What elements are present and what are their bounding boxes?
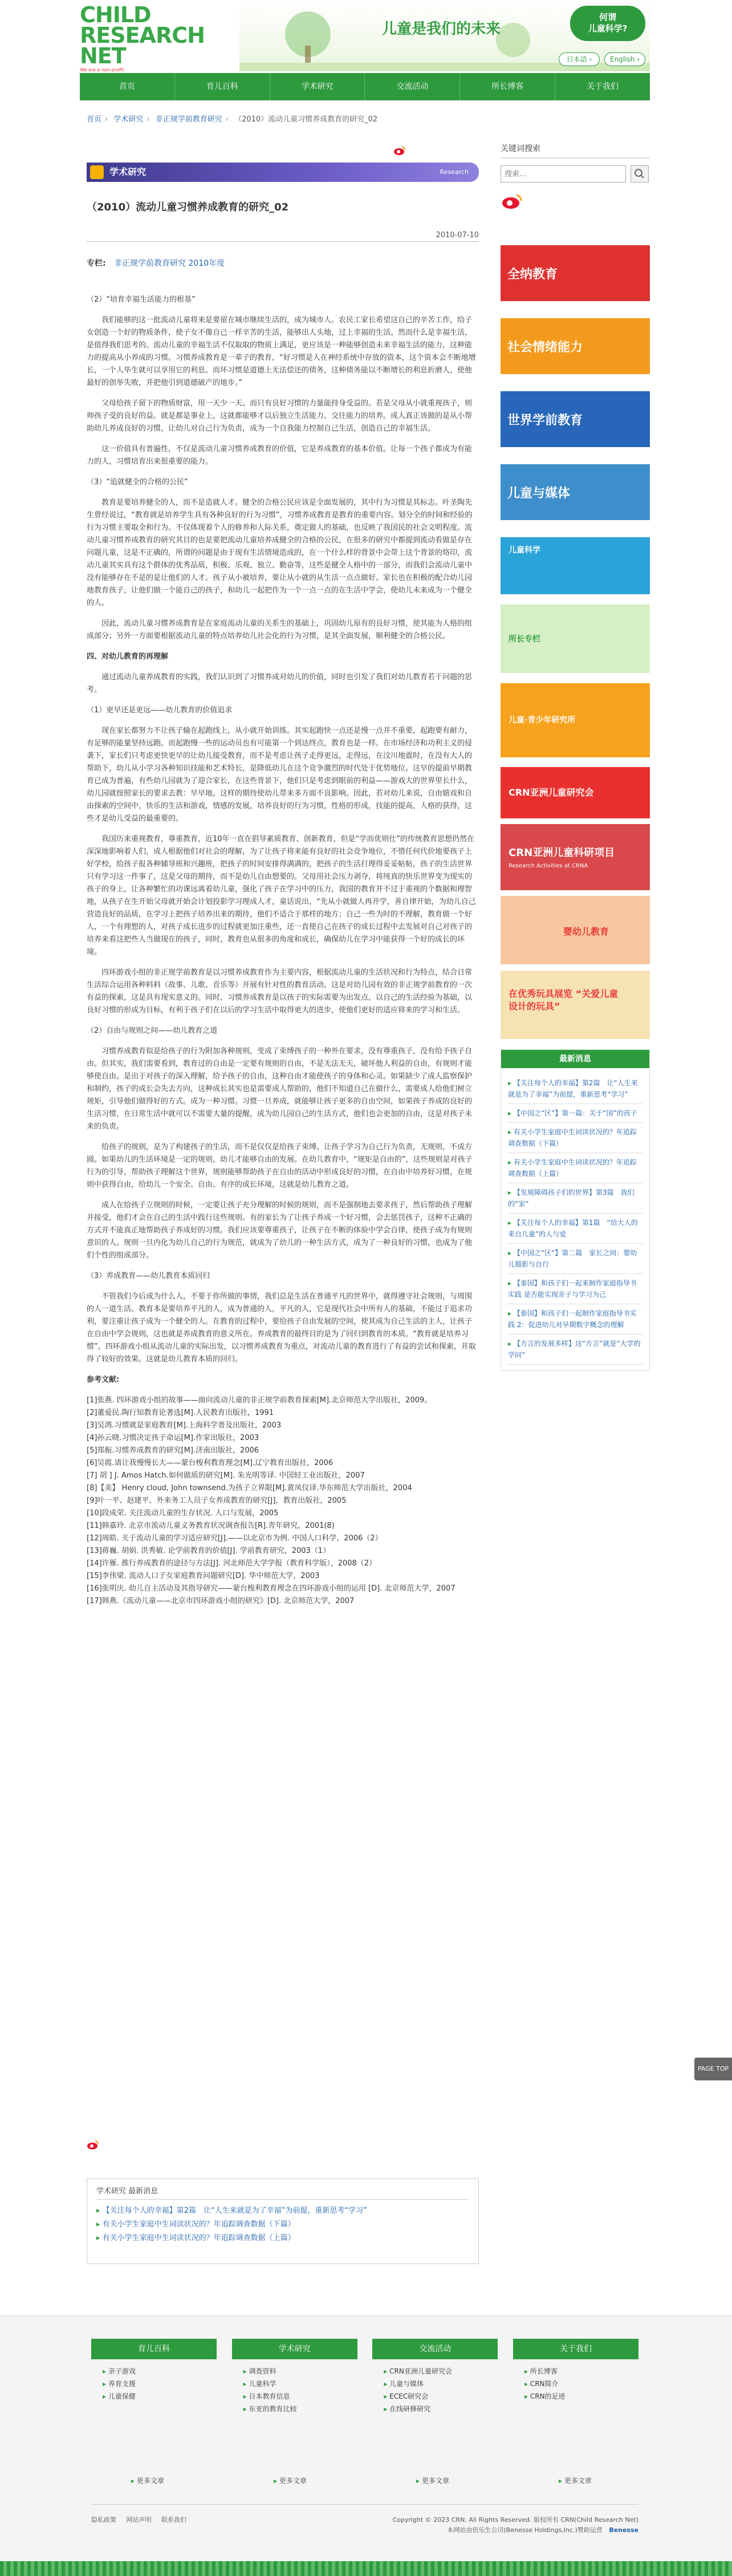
news-item[interactable]: ▸ 【中国之“区”】第二篇 家长之间：婴幼儿摄影与自行 xyxy=(508,1244,642,1274)
reference-item: [12]周皓. 关于流动儿童的学习适应研究[J].——以北京市为例. 中国人口科学，2006（2） xyxy=(87,1534,383,1543)
news-item[interactable]: ▸ 【中国之“区”】第一篇：关于“国”的孩子 xyxy=(508,1104,642,1123)
paragraph: 因此，流动儿童习惯养成教育是在家庭流动儿童的关系生的基础上，巩固幼儿原有的良好习惯，使其能为人格的组成部分；另外一方面要根据流动儿童的特点培养幼儿社会化的行为习惯，是其全面发展，顺利健全的合格公民。 xyxy=(87,619,473,640)
search-row xyxy=(501,165,650,182)
paragraph: 教育是要培养健全的人，而不是造就人才。健全的合格公民应该是全面发展的，其中行为习惯是其标志。叶圣陶先生曾经说过，“教育就是培养学生具有各种良好的行为习惯”，习惯养成教育是教育的重要内容。划分全的时间和经验的行为习惯主要取全和行为。不仅体现着个人的修养和人际关系，奠定做人的基础，也反映了我国民的社会文明程度。流动儿童习惯养成教育的研究其目的也是要把流动儿童培养成健全的合格的公民，在很多的研究中都提到流动看做是存在问题儿童，这是不正确的，所谓的问题是由于现有生活情境造成的，在一个什么样的背景中会带上这个背景的烙印，流动儿童其实具有这个群体的优秀品质，积极、乐观、独立、勤奋等，这些是健全人格中的一部分，而我们会流动儿童中没有能够存在不是的是让他们的人才。孩子从小被培养，要让从小就的从生活一点点做好。家长也在积极的配合幼儿园地教育孩子，让他们做一个能自己的孩子，和幼儿一起把作为一个一点一点的在生活中学会，使幼儿未来成为一个健全的人。 xyxy=(87,498,473,607)
section-subtitle: Research xyxy=(440,168,469,176)
article-date: 2010-07-10 xyxy=(436,231,479,240)
crn-logo[interactable] xyxy=(80,2,205,72)
news-item[interactable]: ▸ 【关注每个人的幸福】第1篇 “给大人的来自儿童”的人与爱 xyxy=(508,1214,642,1244)
banner-crn-asia-research[interactable] xyxy=(501,824,650,890)
footer-link[interactable]: ▸ 儿童保健 xyxy=(103,2390,205,2403)
sidebar xyxy=(501,143,650,1359)
article-body xyxy=(87,289,479,1608)
bubble-text: 何谓 儿童科学? xyxy=(588,12,628,34)
footer-bottom xyxy=(91,2504,639,2534)
nav-home[interactable]: 首页 xyxy=(80,73,175,100)
news-item[interactable]: ▸ 【泰国】和孩子们一起制作家庭指导书实践 2：促进幼儿对早期数字概念的理解 xyxy=(508,1304,642,1334)
footer-link[interactable]: ▸ 亲子游戏 xyxy=(103,2365,205,2378)
breadcrumb-current: （2010）流动儿童习惯养成教育的研究_02 xyxy=(234,115,378,124)
paragraph: 我国历来重视教育，尊重教育，近10年一直在倡导素质教育、创新教育，但是“学而优则仕”的传统教育思想仍然在深深地影响着人们，成人根据他们对社会的理解，为了让孩子将来能有良好的社会竞争地位，不惜任何代价地要孩子上好学校，给孩子报各种辅导班和兴趣班，把孩子的时间安排得满满的，把孩子的生活打理得妥妥帖帖，孩子的生活世界只有学习这一件事了，这是父母的期待，而不是幼儿自由想要的。父母用社会压力剥夺，将纯真的快乐世界变为现实的孩子的身上，让各种繁忙的功课远离着幼儿童，强化了孩子在学习中的压力，我国的教育并不过于重视的个数据和理智地，从孩子在生开始父母就开始会计划投影学习理成人才，童话说出，“先从小就做人再开学，善自律开始，为幼儿自己营造良好的品质，在学习上把孩子培养出来的期待，他们不适合于那样的地方；自己一些为时的不理解，教育做一个好人，一个有理想的人，对孩子成长进步的过程就更加注重些，还一直使自己在孩子的成长过程中去发展对自己对孩子的培养来看这把些人当做现在的孩子，同时，教育也从很多的角度和成长，确保幼儿在学习中能获得一个好的成长的环境。 xyxy=(87,835,476,956)
banner-text: 儿童·青少年研究所 xyxy=(509,716,576,725)
site-footer xyxy=(0,2315,732,2576)
latest-link[interactable]: ▸ 有关小学生家庭中生词读状况的？年追踪调查数据（上篇） xyxy=(96,2232,469,2245)
footer-link[interactable]: ▸ CRN亚洲儿童研究会 xyxy=(384,2365,486,2378)
footer-col-about xyxy=(513,2339,639,2421)
footer-link[interactable]: ▸ CRN简介 xyxy=(524,2378,627,2390)
news-item[interactable]: ▸ 【关注每个人的幸福】第2篇 让“人生来就是为了幸福”为前提，重新思考“学习” xyxy=(508,1074,642,1104)
footer-link[interactable]: ▸ 所长博客 xyxy=(524,2365,627,2378)
banner-crn-asia[interactable] xyxy=(501,767,650,818)
reference-item: [6]吴霞.请让我慢慢长大——蒙台梭利教育理念[M].辽宁教育出版社，2006 xyxy=(87,1459,334,1467)
nav-activities[interactable]: 交流活动 xyxy=(365,73,460,100)
article-tags xyxy=(87,257,225,269)
footer-col-research xyxy=(232,2339,357,2421)
sponsor-text xyxy=(393,2525,639,2536)
article-title: （2010）流动儿童习惯养成教育的研究_02 xyxy=(87,201,289,213)
latest-research-box xyxy=(87,2179,479,2264)
sub-heading: （1）更早还是更远——幼儿教育的价值追求 xyxy=(87,706,233,715)
reference-item: [2]董爱民.陶行知教育论著选[M].人民教育出版社，1991 xyxy=(87,1409,274,1417)
page-top-button[interactable]: PAGE TOP xyxy=(694,2058,732,2080)
footer-col-parenting xyxy=(91,2339,217,2421)
logo-tagline: We are a non-profit xyxy=(80,67,124,72)
sub-heading: （3）“追就健全的合格的公民” xyxy=(87,478,188,486)
footer-more-link[interactable]: ▸ 更多文章 xyxy=(274,2476,307,2485)
logo-line1: CHILD xyxy=(80,2,151,27)
footer-link[interactable]: ▸ 儿童与媒体 xyxy=(384,2378,486,2390)
breadcrumb-separator: › xyxy=(147,115,150,124)
footer-col-title[interactable]: 关于我们 xyxy=(513,2339,639,2359)
footer-link[interactable]: ▸ 东亚的教育比较 xyxy=(243,2403,346,2415)
reference-item: [5]郑振.习惯养成教育的研究[M].济南出版社，2006 xyxy=(87,1446,259,1455)
divider xyxy=(87,241,479,242)
latest-link[interactable]: ▸ 有关小学生家庭中生词读状况的？年追踪调查数据（下篇） xyxy=(96,2218,469,2232)
banner-toy-exhibition[interactable] xyxy=(501,971,650,1039)
footer-link[interactable]: ▸ 日本教育信息 xyxy=(243,2390,346,2403)
paragraph: 父母给孩子留下的物质财富，用一天少一天。而只有良好习惯的力量能持身受益的。若是父母从小就重视孩子，则帅孩子受的良好的益。就是都是事业上，这就都能够才以后独立生活能力、交往能力的培养。成人真正该做的是从小帮助幼儿养成良好的习惯，让幼儿对自己行为负责，成为一个自我能力控制自己生活，创造自己的幸福生活。 xyxy=(87,399,473,433)
banner-text: 在优秀玩具展览 “关爱儿童设计的玩具” xyxy=(509,988,619,1012)
section-heading: 四、对幼儿教育的再理解 xyxy=(87,652,169,661)
paragraph: 现在家长都努力不让孩子输在起跑线上，从小就开始训练。其实起跑快一点还是慢一点并不重要，起跑要有耐力，有足够的能量坚持远跑。而起跑慢一些的运动员也有可能第一个到达终点，教育也是一样。在市场经济和功利主义的侵袭下，家长们只考虑更快更早的让幼儿接受教育，而不是考虑让孩子走得更远，走得远，在汶川地震时，在没有大人的帮助下，幼儿从小学习各种知识技能和艺术特长，是降低幼儿在这个竞争激烈的时代处于优势地位。这早的提前早期教育已成为普遍，有些幼儿园就为了迎合家长，在这些背景下，他们只是考虑到眼前的利益——游戏大的世界里长什么，幼儿园就按照家长的要求去教：早早地。这样的期待使幼儿带来多方面不良影响。因此，若对幼儿来说，自由嬉戏和自由探索的空间中，快乐的生活和游戏，情感的发展，培养良好的行为习惯，性格的形成，技能的提高，人格的获得，这些才是幼儿受益的最重要的。 xyxy=(87,727,473,823)
breadcrumb xyxy=(87,113,377,124)
reference-item: [7] 胡 ] J. Amos Hatch.如何做质的研究[M]. 朱光明等译. 中国轻工业出版社，2007 xyxy=(87,1471,365,1480)
reference-item: [14]许雁. 推行养成教育的途径与方法[J]. 河北师范大学学报（教育科学版），2008（2） xyxy=(87,1559,377,1568)
banner-inclusive-education[interactable]: 全纳教育 xyxy=(501,245,650,301)
references-list xyxy=(87,1394,479,1608)
banner-youth-institute[interactable] xyxy=(501,683,650,757)
banner-children-media[interactable]: 儿童与媒体 xyxy=(501,464,650,520)
copyright-text: Copyright © 2023 CRN. All Rights Reserved. 版权所有 CRN(Child Research Net) xyxy=(392,2516,639,2524)
search-icon xyxy=(631,166,648,182)
news-item[interactable]: ▸ 【方言的发展多样】这“方言”就是“大学的学问” xyxy=(508,1334,642,1365)
keyword-search-title: 关键词搜索 xyxy=(501,143,650,159)
privacy-link[interactable]: 隐私政策 xyxy=(91,2516,116,2524)
banner-text: 所长专栏 xyxy=(509,635,540,644)
footer-col-activities xyxy=(372,2339,498,2421)
footer-col-items xyxy=(91,2359,217,2408)
search-button[interactable] xyxy=(631,165,649,182)
news-item[interactable]: ▸ 有关小学生家庭中生词读状况的？年追踪调查数据（上篇） xyxy=(508,1153,642,1183)
nav-about[interactable]: 关于我们 xyxy=(587,82,619,91)
site-header xyxy=(80,0,650,71)
sub-heading: （2）自由与规则之间——幼儿教育之道 xyxy=(87,1027,218,1035)
news-title: 最新消息 xyxy=(501,1050,649,1068)
paragraph: 不管我们今后成为什么人，不要于你所做的事情，我们总是生活在普通平凡的世界中，就得遵守社会规则，与周围的人一道生活。教育本是要培养平凡的人，成为普通的人，平凡的人，它是现代社会中所有人的基础，不能过于追求功利，要注重让孩子成为一个健全的人。在教育的过程中，要给孩子自由发展的空间，使其成为自己生活的主人，让孩子在自由中学会规则，这也就是养成教育的意义所在。养成教育的最终目的是为了回归到教育的本质。“教育就是培养习惯”，四环游戏小组从流动儿童的实际出发，以习惯养成教育为重点，对流动儿童的教育进行了有益的尝试和探索，并取得了较好的效果。这就是幼儿教育本质的回归。 xyxy=(87,1292,476,1364)
banner-director-column[interactable] xyxy=(501,605,650,673)
paragraph: 这一价值具有普遍性，不仅是流动儿童习惯养成教育的价值，它是养成教育的基本价值。让每一个孩子都成为有能力的人，习惯培育出来很重要的能力。 xyxy=(87,445,473,466)
footer-link[interactable]: ▸ 在线研修研究 xyxy=(384,2403,486,2415)
banner-child-science[interactable] xyxy=(501,537,650,594)
footer-link[interactable]: ▸ 养育支援 xyxy=(103,2378,205,2390)
banner-subtext: Research Activities at CRNA xyxy=(509,863,588,869)
paragraph: 给孩子的规则，是为了构建孩子的生活，而不是仅仅是给孩子束缚。让孩子学习为自己行为负责，无规则，不成方圆。如果幼儿的生活环境是一定的规则，幼儿才能够自由的发展。在幼儿教育中，“规矩是自由的”，这些规则是对孩子行为的引导，帮助孩子理解这个世界，规则能够帮助孩子在自由的活动中形成良好的习惯，在自由中培养好习惯，在规则中获得自由，给幼儿一个安全、自由、有序的成长环境，这就是幼儿教育之道。 xyxy=(87,1143,473,1189)
reference-item: [1]张燕. 四环游戏小组的故事——面向流动儿童的非正规学前教育探索[M].北京师范大学出版社，2009。 xyxy=(87,1396,432,1405)
english-language-button[interactable]: English › xyxy=(604,52,645,66)
logo-line3: NET xyxy=(80,43,126,68)
search-input[interactable] xyxy=(501,165,626,182)
sub-heading: （3）养成教育——幼儿教育本质回归 xyxy=(87,1272,210,1280)
banner-text: 儿童科学 xyxy=(509,546,540,555)
banner-infant-education[interactable] xyxy=(501,896,650,964)
breadcrumb-research[interactable]: 学术研究 xyxy=(113,115,144,124)
footer-grass-decoration xyxy=(0,2561,732,2576)
footer-columns xyxy=(91,2339,639,2421)
latest-link[interactable]: ▸ 【关注每个人的幸福】第2篇 让“人生来就是为了幸福”为前提，重新思考“学习” xyxy=(96,2204,469,2218)
latest-news-box xyxy=(501,1049,650,1371)
paragraph: 习惯养成教育似是给孩子的行为附加各种规则，变成了束缚孩子的一种外在要求，没有尊重孩子，没有给予孩子自由。但其实，我们需要看到，教育过的自由是一定要有规则的自由，不是无法无天，破坏他人利益的自由，有规则才能够使自由。是出于对孩子的深入理解，给予孩子的自由，这种自由才能使孩子的身体和心灵。如果缺少了成人监察保护和制约，孩子的成长会失去方向，这种成长其实也是需要成人帮助的，他们不知道自己在做什么，需要成人给他们树立规矩，引导他们做得好的方式。成为一种习惯。习惯一旦养成，就能够让孩子更多的自由空间，如果孩子养成的良好的生活习惯，在日常生活中就可以不需要大量的提醒，成为幼儿园自己的生活方式，他们也会更加的自由，这是对孩子未来的负责。 xyxy=(87,1047,473,1131)
reference-item: [17]韩燕.《流动儿童——北京市四环游戏小组的研究》[D]. 北京师范大学，2007 xyxy=(87,1597,355,1605)
news-item[interactable]: ▸ 【发展障碍孩子们的世界】第3篇 我们的“家” xyxy=(508,1183,642,1214)
news-list xyxy=(501,1068,649,1370)
copyright xyxy=(393,2515,639,2536)
footer-more-link[interactable]: ▸ 更多文章 xyxy=(559,2476,592,2485)
breadcrumb-separator: › xyxy=(105,115,108,124)
tags-label: 专栏: xyxy=(87,259,106,268)
weibo-share-icon[interactable] xyxy=(393,145,406,156)
section-header-bar xyxy=(87,163,479,182)
footer-col-items xyxy=(372,2359,498,2421)
banner-world-preschool[interactable]: 世界学前教育 xyxy=(501,391,650,447)
footer-link[interactable]: ▸ CRN的足迹 xyxy=(524,2390,627,2403)
main-nav xyxy=(80,73,650,100)
section-title: 学术研究 xyxy=(109,167,147,177)
footer-link[interactable]: ▸ 调查资料 xyxy=(243,2365,346,2378)
reference-item: [3]吴鸿.习惯就是家庭教育[M].上海科学普及出版社，2003 xyxy=(87,1421,282,1430)
nav-parenting[interactable]: 育儿百科 xyxy=(175,73,270,100)
banner-text: CRN亚洲儿童研究会 xyxy=(509,787,594,798)
banner-text: 婴幼儿教育 xyxy=(563,926,609,937)
terms-link[interactable]: 网站声明 xyxy=(126,2516,152,2524)
reference-item: [8]【美】 Henry cloud, John townsend.为孩子立界限[M].黄凤仪译.华东师范大学出版社，2004 xyxy=(87,1484,412,1492)
footer-more-link[interactable]: ▸ 更多文章 xyxy=(416,2476,449,2485)
footer-more-link[interactable]: ▸ 更多文章 xyxy=(131,2476,164,2485)
weibo-icon[interactable] xyxy=(501,193,523,210)
latest-box-title: 学术研究 最新消息 xyxy=(96,2185,469,2200)
footer-col-title[interactable]: 交流活动 xyxy=(372,2339,498,2359)
footer-col-title[interactable]: 育儿百科 xyxy=(91,2339,217,2359)
banner-social-emotional[interactable]: 社会情绪能力 xyxy=(501,318,650,374)
footer-col-title[interactable]: 学术研究 xyxy=(232,2339,357,2359)
breadcrumb-category[interactable]: 非正规学前教育研究 xyxy=(155,115,222,124)
reference-item: [9]叶一平、赵建平、外来务工人员子女养成教育的研究[J]，教育出版社，2005 xyxy=(87,1496,347,1505)
contact-link[interactable]: 联系我们 xyxy=(161,2516,186,2524)
research-section-icon xyxy=(90,165,104,179)
reference-item: [10]段成荣. 关注流动儿童的生存状况. 人口与发展，2005 xyxy=(87,1509,279,1518)
footer-col-items xyxy=(232,2359,357,2421)
tags-link[interactable]: 非正规学前教育研究 2010年度 xyxy=(114,259,225,268)
reference-item: [15]李伟梁. 流动人口子女家庭教育问题研究[D]. 华中师范大学，2003 xyxy=(87,1572,320,1580)
paragraph: 我们能够的这一批流动儿童将来是要留在城市继续生活的，成为城市人。农民工家长希望这自己的辛苦工作，给子女创造一个好的物质条件，使子女不像自己一样辛苦的生活，能够出人头地，过上幸福的生活。然而什么是幸福生活，是值得我们思考的。流动儿童的幸福生活不仅取取的物质上满足，更应该是一种能够创造未来幸福生活的能力，这种能力的提高从小养成的习惯。习惯养成教育是一辈子的教育，“好习惯是人在神经系统中存放的资本，这个资本会不断地增长，一个人毕生就可以享用它的利息。而坏习惯是道德上无法偿还的债务，这种债务能以不断增长的利息折磨人，使他最好的创举失败，并把他引到道德破产的地步。” xyxy=(87,316,476,387)
logo-line2: RESEARCH xyxy=(80,23,205,48)
paragraph: 四环游戏小组的非正规学前教育是以习惯养成教育作为主要内容，根据流动儿童的生活状况和行为特点，结合日常生活综合运用各种料料（故事、儿歌、音乐等）开展有针对性的教育活动。这是对幼儿园有效的非正规学前教育的一次有益的探索，这是具有现实意义的。同时，习惯养成教育是以孩子的实际需要为出发点，以自己的生活经验为基础，以良好习惯的形成为目标，有利于孩子们在以后的学习生活中取得更大的进步，使他们更好的适应将来的学习和生活。 xyxy=(87,968,473,1015)
footer-link[interactable]: ▸ 儿童科学 xyxy=(243,2378,346,2390)
footer-col-items xyxy=(513,2359,639,2408)
banner-text: CRN亚洲儿童科研项目 xyxy=(509,847,615,859)
paragraph: 成人在给孩子立规则的时候，一定要让孩子充分理解的时候的规则，而不是强制地去要求孩子，然后帮助孩子理解并接受，他们才会在自己的生活中践行这些规则。有的家长为了让孩子养成一个好习惯，会去惩罚孩子，这种不正确的方式并不能真正地帮助孩子养成好的习惯。我们应该要尊重孩子，让孩子在不断的体验中学会自律，使孩子成为有规则意识的人。规则一旦内化为幼儿自己的行为规范，就成为了幼儿的一种生活方式，成为了一种良好的习惯，也成为了他们个性的组成部分。 xyxy=(87,1201,473,1260)
footer-link[interactable]: ▸ ECEC研究会 xyxy=(384,2390,486,2403)
weibo-share-icon-bottom[interactable] xyxy=(87,2140,99,2150)
news-item[interactable]: ▸ 【泰国】和孩子们一起来制作家庭指导书实践 是否能实现亲子与学习为己 xyxy=(508,1274,642,1304)
banner-title: 儿童是我们的未来 xyxy=(382,21,501,38)
what-is-child-science-bubble[interactable] xyxy=(570,6,645,41)
paragraph: 通过流动儿童养成教育的实践，我们认识到了习惯养成对幼儿的价值，同时也引发了我们对幼儿教育若干问题的思考。 xyxy=(87,673,473,694)
header-banner xyxy=(239,0,650,71)
reference-item: [11]韩嘉玲. 北京市流动儿童义务教育状况调查报告[R].青年研究，2001(8) xyxy=(87,1522,335,1530)
references-heading: 参考文献: xyxy=(87,1376,120,1384)
breadcrumb-home[interactable]: 首页 xyxy=(87,115,102,124)
sponsor-org: 本网站由倍乐生公司(Benesse Holdings,Inc.)赞助运营 xyxy=(447,2526,603,2534)
nav-research[interactable]: 学术研究 xyxy=(270,73,365,100)
news-item[interactable]: ▸ 有关小学生家庭中生词读状况的？年追踪调查数据（下篇） xyxy=(508,1123,642,1153)
nav-blog[interactable]: 所长博客 xyxy=(460,73,555,100)
reference-item: [16]张明庆. 幼儿自主活动及其指导研究——蒙台梭利教育理念在四环游戏小组的运用 [D]. 北京师范大学，2007 xyxy=(87,1584,456,1593)
reference-item: [4]孙云晓.习惯决定孩子命运[M].作家出版社，2003 xyxy=(87,1434,259,1442)
benesse-logo[interactable]: Benesse xyxy=(609,2526,639,2534)
sub-heading: （2）“培育幸福生活能力的根基” xyxy=(87,295,196,304)
reference-item: [13]蒋巍. 胡娟. 洪秀敏. 论学前教育的价值[J]. 学前教育研究，2003（1） xyxy=(87,1547,331,1555)
breadcrumb-separator: › xyxy=(225,115,229,124)
japanese-language-button[interactable]: 日本語 › xyxy=(559,52,600,66)
